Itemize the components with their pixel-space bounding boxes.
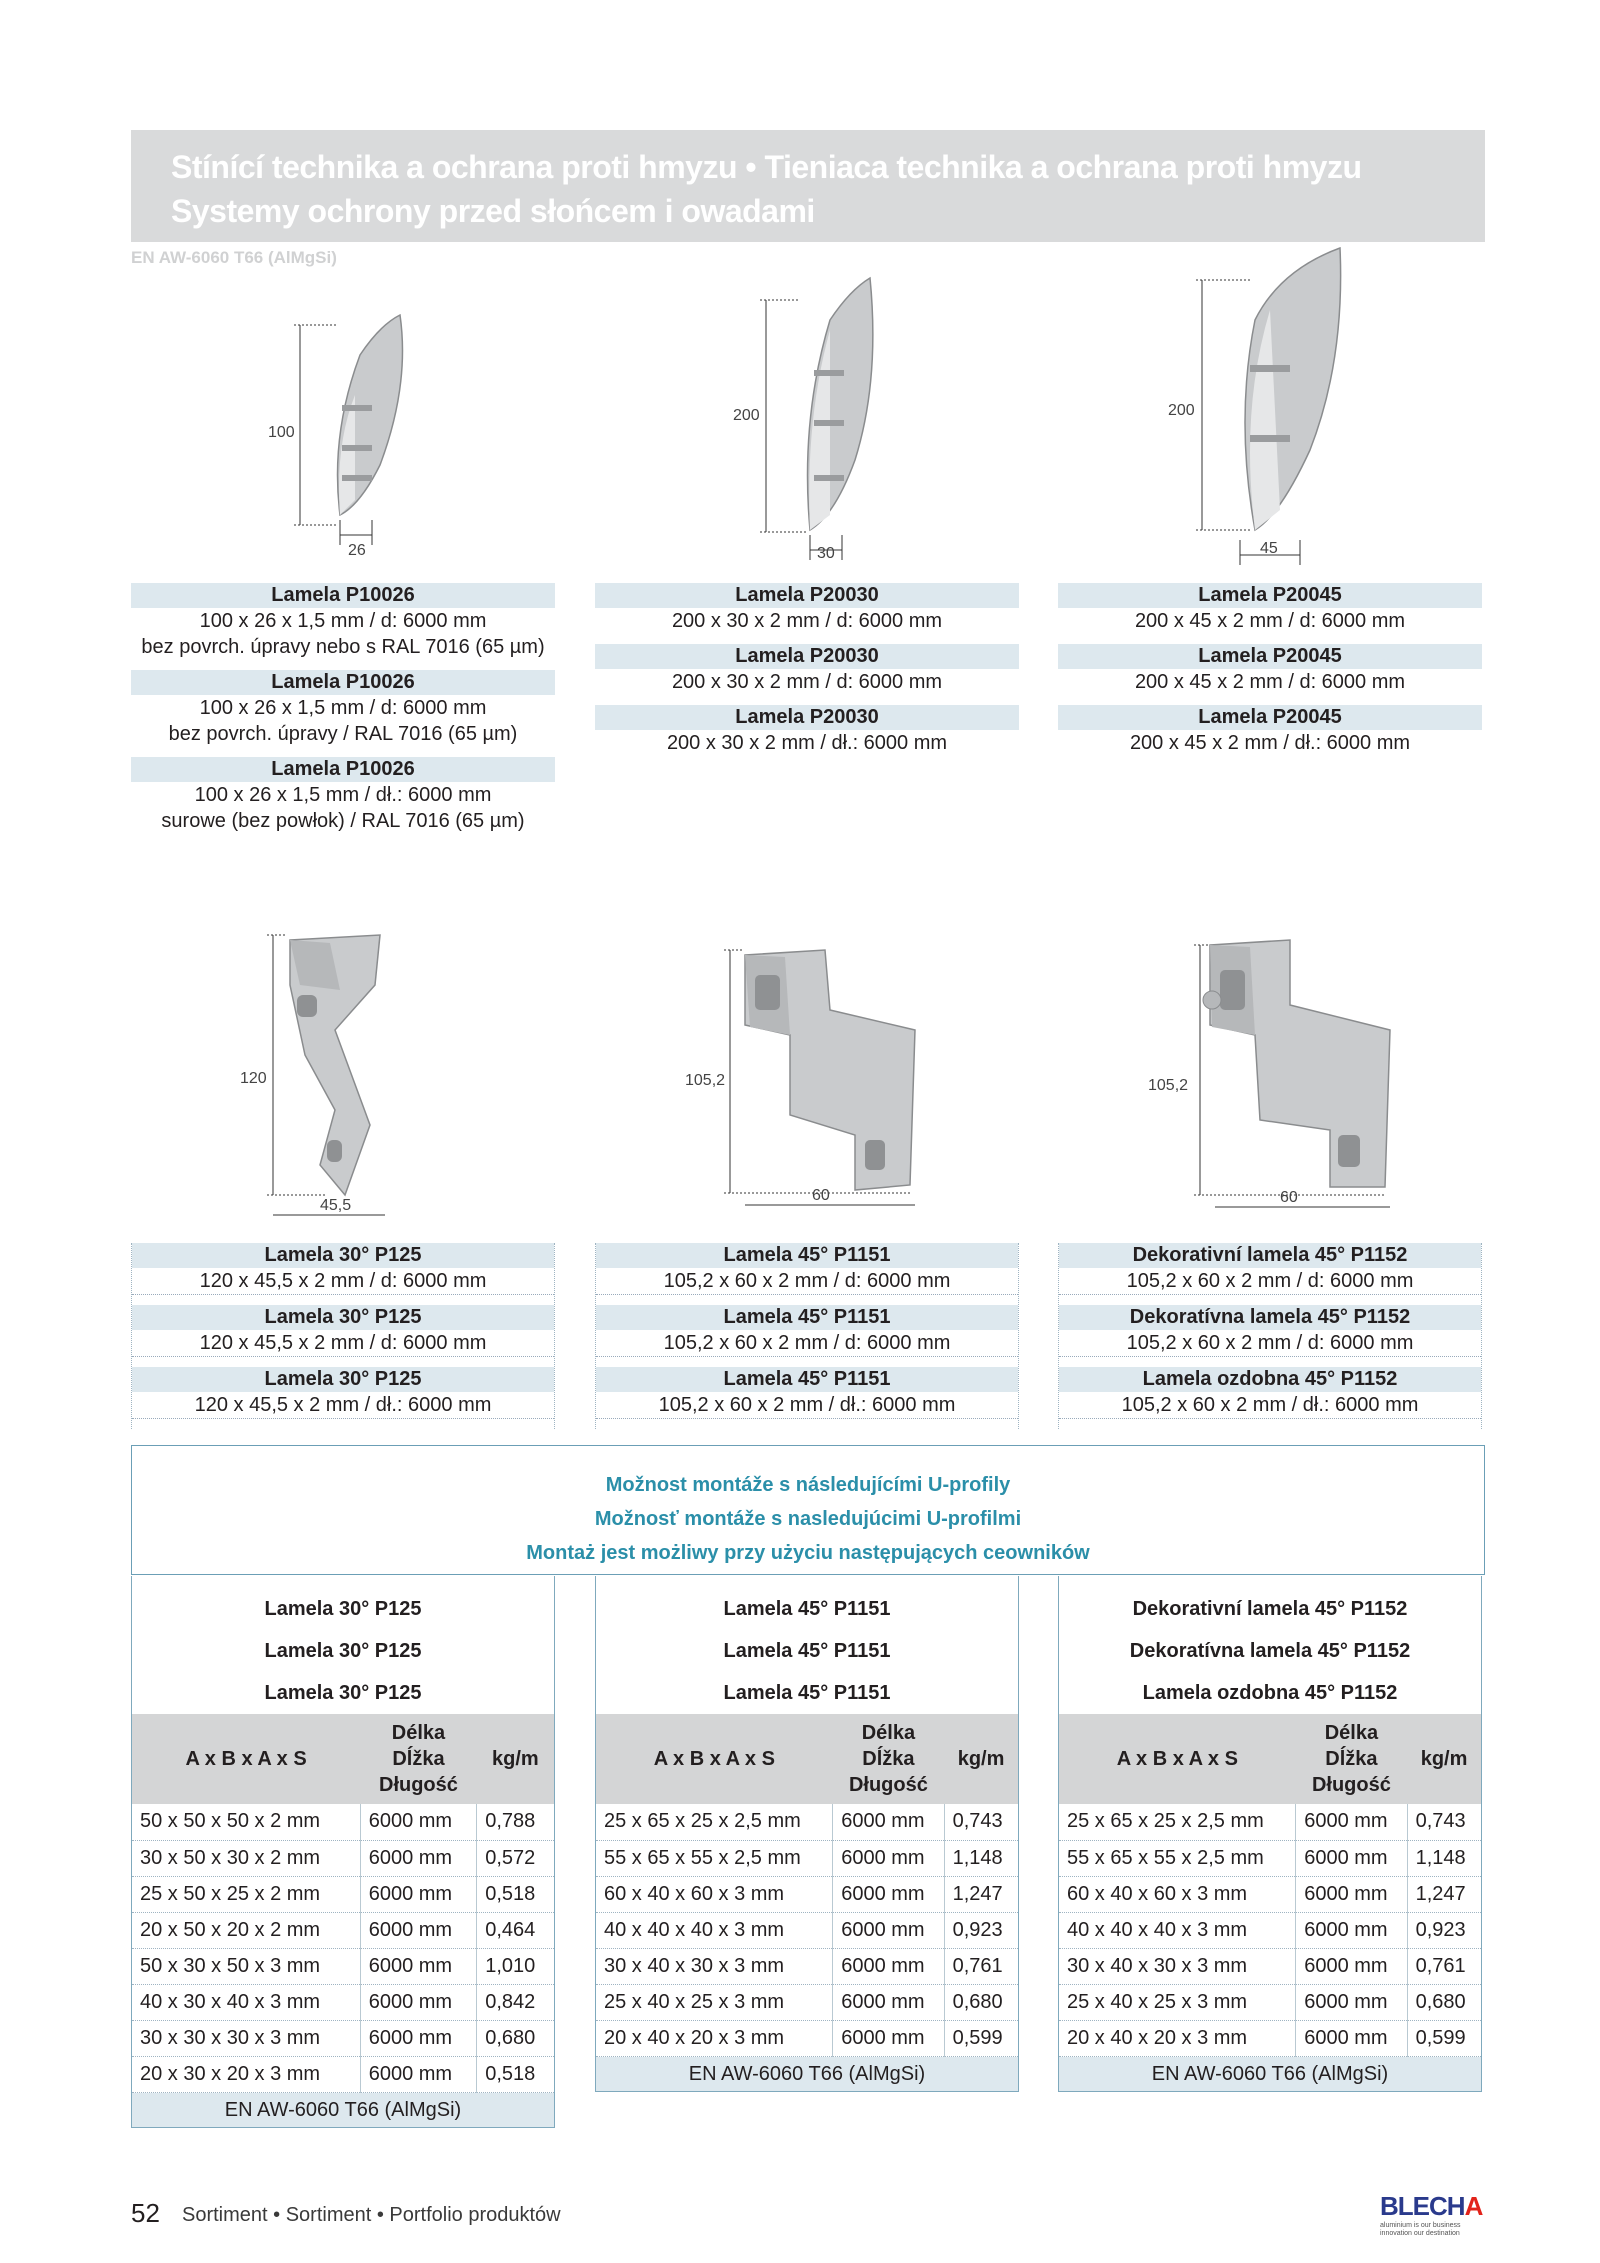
spec-line: 120 x 45,5 x 2 mm / d: 6000 mm xyxy=(132,1330,554,1357)
column-header: kg/m xyxy=(1407,1714,1481,1804)
table-cell: 0,464 xyxy=(477,1912,554,1948)
table-row xyxy=(1059,1804,1481,1840)
spec-title: Lamela ozdobna 45° P1152 xyxy=(1059,1367,1481,1392)
spec-title: Lamela P20045 xyxy=(1058,583,1482,608)
table-title: Lamela ozdobna 45° P1152 xyxy=(1142,1682,1398,1704)
spec-block-sk xyxy=(595,644,1019,695)
table-cell: 6000 mm xyxy=(1296,2020,1407,2056)
table-row xyxy=(132,1948,554,1984)
dim-width: 60 xyxy=(812,1187,830,1204)
spec-line: 120 x 45,5 x 2 mm / d: 6000 mm xyxy=(132,1268,554,1295)
table-title: Lamela 45° P1151 xyxy=(723,1598,891,1620)
spec-block-sk xyxy=(1059,1305,1481,1357)
table-cell: 40 x 30 x 40 x 3 mm xyxy=(132,1984,360,2020)
table-cell: 6000 mm xyxy=(833,1912,944,1948)
table-cell: 6000 mm xyxy=(360,1876,477,1912)
spec-title: Lamela 30° P125 xyxy=(132,1367,554,1392)
column-header: A x B x A x S xyxy=(596,1714,833,1804)
table-title: Dekoratívna lamela 45° P1152 xyxy=(1129,1640,1411,1662)
spec-block-pl xyxy=(596,1367,1018,1419)
column-header: Délka Dĺžka Długość xyxy=(833,1714,944,1804)
spec-title: Lamela 45° P1151 xyxy=(596,1243,1018,1268)
dim-height: 120 xyxy=(240,1070,267,1087)
spec-block-cz xyxy=(131,583,555,660)
table-row xyxy=(1059,1840,1481,1876)
table-cell: 50 x 50 x 50 x 2 mm xyxy=(132,1804,360,1840)
dim-height: 100 xyxy=(268,424,295,441)
table-cell: 6000 mm xyxy=(1296,1840,1407,1876)
spec-title: Dekorativní lamela 45° P1152 xyxy=(1059,1243,1481,1268)
dim-height: 105,2 xyxy=(1148,1077,1189,1094)
spec-title: Lamela P10026 xyxy=(131,670,555,695)
figure-p1152 xyxy=(1140,925,1420,1225)
spec-title: Lamela P20045 xyxy=(1058,705,1482,730)
table-titles xyxy=(1059,1576,1481,1714)
table-cell: 40 x 40 x 40 x 3 mm xyxy=(1059,1912,1296,1948)
table-cell: 55 x 65 x 55 x 2,5 mm xyxy=(596,1840,833,1876)
material-note: EN AW-6060 T66 (AlMgSi) xyxy=(131,248,337,267)
table-title: Lamela 30° P125 xyxy=(264,1598,422,1620)
spec-title: Lamela 30° P125 xyxy=(132,1305,554,1330)
spec-block-pl xyxy=(1058,705,1482,756)
table-cell: 6000 mm xyxy=(833,1840,944,1876)
dim-width: 60 xyxy=(1280,1189,1298,1206)
table-cell: 1,148 xyxy=(944,1840,1018,1876)
logo-tagline-1: aluminium is our business xyxy=(1380,2222,1461,2229)
spec-block-pl xyxy=(595,705,1019,756)
mounting-note-pl: Montaż jest możliwy przy użyciu następujących ceowników xyxy=(526,1542,1090,1564)
table-cell: 20 x 40 x 20 x 3 mm xyxy=(1059,2020,1296,2056)
spec-title: Lamela P20030 xyxy=(595,705,1019,730)
mounting-note-sk: Možnosť montáže s nasledujúcimi U-profilmi xyxy=(594,1508,1022,1530)
table-cell: 0,599 xyxy=(944,2020,1018,2056)
spec-line: 120 x 45,5 x 2 mm / dł.: 6000 mm xyxy=(132,1392,554,1419)
table-cell: 6000 mm xyxy=(1296,1948,1407,1984)
figure-p20045 xyxy=(1160,240,1360,570)
table-row xyxy=(596,1804,1018,1840)
table-cell: 60 x 40 x 60 x 3 mm xyxy=(596,1876,833,1912)
table-cell: 25 x 50 x 25 x 2 mm xyxy=(132,1876,360,1912)
table-cell: 0,518 xyxy=(477,2056,554,2092)
spec-col-p1151 xyxy=(595,1243,1019,1429)
figure-p1151 xyxy=(680,935,940,1225)
spec-line: 105,2 x 60 x 2 mm / dł.: 6000 mm xyxy=(596,1392,1018,1419)
table-cell: 6000 mm xyxy=(833,1876,944,1912)
dim-width: 45,5 xyxy=(320,1197,352,1214)
profile-table xyxy=(132,1714,554,2093)
table-cell: 6000 mm xyxy=(1296,1912,1407,1948)
table-cell: 0,680 xyxy=(1407,1984,1481,2020)
spec-line: 100 x 26 x 1,5 mm / dł.: 6000 mm xyxy=(194,784,492,806)
dim-height: 200 xyxy=(733,407,760,424)
table-cell: 6000 mm xyxy=(833,1948,944,1984)
table-row xyxy=(596,1876,1018,1912)
table-title: Dekorativní lamela 45° P1152 xyxy=(1132,1598,1408,1620)
table-row xyxy=(132,1804,554,1840)
table-cell: 6000 mm xyxy=(360,1912,477,1948)
spec-col-p125 xyxy=(131,1243,555,1429)
spec-line: 105,2 x 60 x 2 mm / dł.: 6000 mm xyxy=(1059,1392,1481,1419)
u-profile-table-2 xyxy=(1058,1576,1482,2092)
spec-block-cz xyxy=(595,583,1019,634)
footer-text: Sortiment • Sortiment • Portfolio produktów xyxy=(182,2204,561,2226)
table-cell: 6000 mm xyxy=(1296,1984,1407,2020)
u-profile-table-0 xyxy=(131,1576,555,2128)
figure-p125 xyxy=(235,925,415,1225)
spec-block-pl xyxy=(132,1367,554,1419)
page-number: 52 xyxy=(131,2198,160,2228)
spec-line: 105,2 x 60 x 2 mm / d: 6000 mm xyxy=(596,1330,1018,1357)
table-cell: 25 x 65 x 25 x 2,5 mm xyxy=(596,1804,833,1840)
table-cell: 0,743 xyxy=(944,1804,1018,1840)
spec-line: 100 x 26 x 1,5 mm / d: 6000 mm xyxy=(199,697,487,719)
spec-line: 200 x 30 x 2 mm / dł.: 6000 mm xyxy=(666,732,948,754)
spec-line: 100 x 26 x 1,5 mm / d: 6000 mm xyxy=(199,610,487,632)
table-cell: 40 x 40 x 40 x 3 mm xyxy=(596,1912,833,1948)
table-cell: 0,572 xyxy=(477,1840,554,1876)
page-header xyxy=(131,130,1485,242)
spec-line: 200 x 45 x 2 mm / dł.: 6000 mm xyxy=(1129,732,1411,754)
spec-line: 105,2 x 60 x 2 mm / d: 6000 mm xyxy=(1059,1330,1481,1357)
profile-table xyxy=(1059,1714,1481,2057)
spec-title: Lamela 45° P1151 xyxy=(596,1367,1018,1392)
dim-width: 30 xyxy=(817,545,835,562)
table-cell: 6000 mm xyxy=(360,1948,477,1984)
table-header-row xyxy=(1059,1714,1481,1804)
table-row xyxy=(596,1840,1018,1876)
spec-title: Lamela P10026 xyxy=(131,757,555,782)
table-cell: 30 x 50 x 30 x 2 mm xyxy=(132,1840,360,1876)
table-cell: 6000 mm xyxy=(360,1804,477,1840)
dim-width: 26 xyxy=(348,542,366,559)
table-cell: 55 x 65 x 55 x 2,5 mm xyxy=(1059,1840,1296,1876)
table-cell: 20 x 50 x 20 x 2 mm xyxy=(132,1912,360,1948)
table-row xyxy=(1059,1912,1481,1948)
spec-block-cz xyxy=(596,1243,1018,1295)
spec-line: 200 x 45 x 2 mm / d: 6000 mm xyxy=(1134,671,1406,693)
table-cell: 0,761 xyxy=(1407,1948,1481,1984)
spec-title: Lamela 45° P1151 xyxy=(596,1305,1018,1330)
table-cell: 6000 mm xyxy=(360,2056,477,2092)
spec-block-sk xyxy=(1058,644,1482,695)
spec-block-pl xyxy=(1059,1367,1481,1419)
spec-col-p20045 xyxy=(1058,583,1482,766)
dim-height: 105,2 xyxy=(685,1072,726,1089)
table-row xyxy=(1059,1984,1481,2020)
column-header: Délka Dĺžka Długość xyxy=(1296,1714,1407,1804)
spec-block-sk xyxy=(132,1305,554,1357)
table-cell: 1,247 xyxy=(944,1876,1018,1912)
table-row xyxy=(132,2056,554,2092)
spec-line: surowe (bez powłok) / RAL 7016 (65 µm) xyxy=(161,810,525,832)
table-row xyxy=(596,2020,1018,2056)
logo-tagline-2: innovation our destination xyxy=(1380,2230,1460,2237)
spec-title: Dekoratívna lamela 45° P1152 xyxy=(1059,1305,1481,1330)
table-cell: 0,518 xyxy=(477,1876,554,1912)
table-cell: 6000 mm xyxy=(1296,1804,1407,1840)
profile-table xyxy=(596,1714,1018,2057)
table-cell: 20 x 40 x 20 x 3 mm xyxy=(596,2020,833,2056)
spec-title: Lamela P20030 xyxy=(595,583,1019,608)
table-cell: 6000 mm xyxy=(360,2020,477,2056)
spec-title: Lamela P10026 xyxy=(131,583,555,608)
spec-block-cz xyxy=(132,1243,554,1295)
table-footer-material: EN AW-6060 T66 (AlMgSi) xyxy=(596,2057,1018,2091)
table-cell: 25 x 40 x 25 x 3 mm xyxy=(1059,1984,1296,2020)
header-title-line2: Systemy ochrony przed słońcem i owadami xyxy=(171,193,815,229)
table-cell: 6000 mm xyxy=(360,1984,477,2020)
table-row xyxy=(596,1984,1018,2020)
table-cell: 0,743 xyxy=(1407,1804,1481,1840)
table-cell: 6000 mm xyxy=(833,1984,944,2020)
table-row xyxy=(132,1840,554,1876)
dim-width: 45 xyxy=(1260,540,1278,557)
table-row xyxy=(596,1948,1018,1984)
figure-p20030 xyxy=(730,270,890,570)
table-cell: 6000 mm xyxy=(360,1840,477,1876)
table-row xyxy=(1059,2020,1481,2056)
spec-line: 200 x 30 x 2 mm / d: 6000 mm xyxy=(671,671,943,693)
table-footer-material: EN AW-6060 T66 (AlMgSi) xyxy=(1059,2057,1481,2091)
table-row xyxy=(132,1876,554,1912)
table-row xyxy=(132,1912,554,1948)
table-title: Lamela 30° P125 xyxy=(264,1640,422,1662)
table-cell: 6000 mm xyxy=(833,1804,944,1840)
dim-height: 200 xyxy=(1168,402,1195,419)
table-cell: 25 x 65 x 25 x 2,5 mm xyxy=(1059,1804,1296,1840)
spec-line: 200 x 30 x 2 mm / d: 6000 mm xyxy=(671,610,943,632)
table-cell: 1,148 xyxy=(1407,1840,1481,1876)
logo-word-b: A xyxy=(1464,2191,1483,2221)
table-cell: 60 x 40 x 60 x 3 mm xyxy=(1059,1876,1296,1912)
table-cell: 0,599 xyxy=(1407,2020,1481,2056)
table-title: Lamela 30° P125 xyxy=(264,1682,422,1704)
spec-block-cz xyxy=(1058,583,1482,634)
table-cell: 0,923 xyxy=(1407,1912,1481,1948)
column-header: A x B x A x S xyxy=(1059,1714,1296,1804)
table-cell: 1,010 xyxy=(477,1948,554,1984)
spec-title: Lamela P20030 xyxy=(595,644,1019,669)
spec-title: Lamela P20045 xyxy=(1058,644,1482,669)
table-row xyxy=(1059,1948,1481,1984)
brand-logo xyxy=(1380,2191,1486,2238)
table-cell: 0,680 xyxy=(944,1984,1018,2020)
table-cell: 0,923 xyxy=(944,1912,1018,1948)
spec-line: bez povrch. úpravy / RAL 7016 (65 µm) xyxy=(168,723,518,745)
spec-block-pl xyxy=(131,757,555,834)
spec-col-p1152 xyxy=(1058,1243,1482,1429)
u-profile-table-1 xyxy=(595,1576,1019,2092)
header-title-line1: Stínící technika a ochrana proti hmyzu • Tieniaca technika a ochrana proti hmyzu xyxy=(171,149,1362,185)
column-header: kg/m xyxy=(477,1714,554,1804)
table-cell: 30 x 30 x 30 x 3 mm xyxy=(132,2020,360,2056)
table-title: Lamela 45° P1151 xyxy=(723,1640,891,1662)
figure-p10026 xyxy=(260,305,420,570)
table-cell: 25 x 40 x 25 x 3 mm xyxy=(596,1984,833,2020)
spec-block-sk xyxy=(131,670,555,747)
mounting-note-cz: Možnost montáže s následujícími U-profily xyxy=(605,1474,1011,1496)
table-row xyxy=(596,1912,1018,1948)
table-cell: 50 x 30 x 50 x 3 mm xyxy=(132,1948,360,1984)
table-title: Lamela 45° P1151 xyxy=(723,1682,891,1704)
spec-col-p20030 xyxy=(595,583,1019,766)
mounting-note xyxy=(131,1445,1485,1575)
column-header: kg/m xyxy=(944,1714,1018,1804)
table-titles xyxy=(132,1576,554,1714)
table-cell: 6000 mm xyxy=(833,2020,944,2056)
table-row xyxy=(1059,1876,1481,1912)
column-header: Délka Dĺžka Długość xyxy=(360,1714,477,1804)
spec-line: 105,2 x 60 x 2 mm / d: 6000 mm xyxy=(596,1268,1018,1295)
table-cell: 30 x 40 x 30 x 3 mm xyxy=(1059,1948,1296,1984)
table-cell: 20 x 30 x 20 x 3 mm xyxy=(132,2056,360,2092)
spec-block-cz xyxy=(1059,1243,1481,1295)
table-header-row xyxy=(596,1714,1018,1804)
table-cell: 0,680 xyxy=(477,2020,554,2056)
logo-word-a: BLECH xyxy=(1380,2191,1465,2221)
table-cell: 0,842 xyxy=(477,1984,554,2020)
table-cell: 30 x 40 x 30 x 3 mm xyxy=(596,1948,833,1984)
table-row xyxy=(132,2020,554,2056)
logo-wordmark xyxy=(1380,2191,1486,2222)
table-cell: 6000 mm xyxy=(1296,1876,1407,1912)
spec-block-sk xyxy=(596,1305,1018,1357)
spec-line: 200 x 45 x 2 mm / d: 6000 mm xyxy=(1134,610,1406,632)
spec-title: Lamela 30° P125 xyxy=(132,1243,554,1268)
table-row xyxy=(132,1984,554,2020)
table-cell: 1,247 xyxy=(1407,1876,1481,1912)
table-cell: 0,761 xyxy=(944,1948,1018,1984)
column-header: A x B x A x S xyxy=(132,1714,360,1804)
table-cell: 0,788 xyxy=(477,1804,554,1840)
spec-line: 105,2 x 60 x 2 mm / d: 6000 mm xyxy=(1059,1268,1481,1295)
table-titles xyxy=(596,1576,1018,1714)
table-header-row xyxy=(132,1714,554,1804)
spec-col-p10026 xyxy=(131,583,555,844)
table-footer-material: EN AW-6060 T66 (AlMgSi) xyxy=(132,2093,554,2127)
spec-line: bez povrch. úpravy nebo s RAL 7016 (65 µm) xyxy=(141,636,545,658)
